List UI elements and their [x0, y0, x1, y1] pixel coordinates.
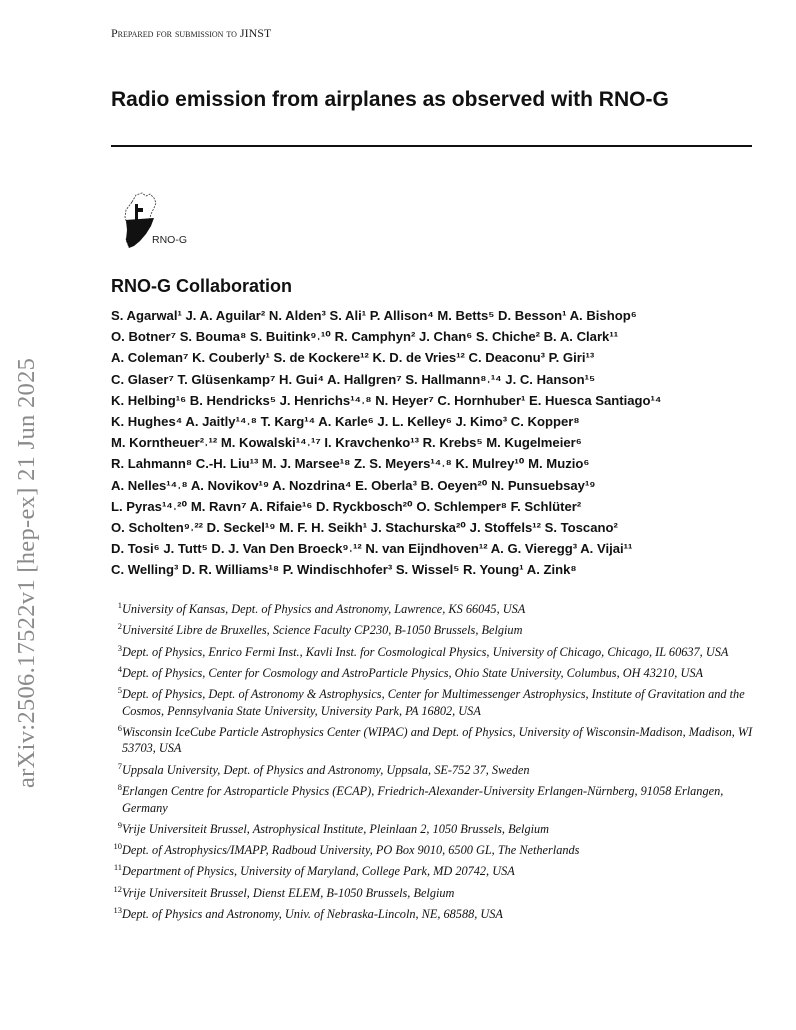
affiliation-text: Dept. of Physics, Enrico Fermi Inst., Kavli Inst. for Cosmological Physics, University of Chicago, Chicago, IL 60637, USA	[122, 644, 729, 659]
affiliation-item	[111, 842, 761, 859]
affiliation-number: 1	[117, 600, 122, 610]
affiliation-text: Uppsala University, Dept. of Physics and Astronomy, Uppsala, SE-752 37, Sweden	[122, 762, 530, 777]
author-line: K. Helbing¹⁶ B. Hendricks⁵ J. Henrichs¹⁴˒⁸ N. Heyer⁷ C. Hornhuber¹ E. Huesca Santiago¹⁴	[111, 392, 662, 408]
affiliation-number: 3	[117, 642, 122, 653]
affiliation-number: 9	[117, 819, 122, 830]
affiliation-item	[111, 686, 761, 719]
author-line: D. Tosi⁶ J. Tutt⁵ D. J. Van Den Broeck⁹˒¹² N. van Eijndhoven¹² A. G. Vieregg³ A. Vijai¹¹	[111, 541, 633, 557]
affiliation-item	[111, 622, 761, 639]
arxiv-identifier: arXiv:2506.17522v1 [hep-ex] 21 Jun 2025	[13, 357, 40, 788]
affiliation-number: 11	[113, 862, 122, 873]
affiliation-number: 10	[113, 841, 122, 852]
affiliation-text: Vrije Universiteit Brussel, Astrophysical Institute, Pleinlaan 2, 1050 Brussels, Belgium	[122, 821, 550, 836]
affiliation-item	[111, 762, 761, 779]
paper-title: Radio emission from airplanes as observed with RNO-G	[111, 88, 669, 111]
affiliation-item	[111, 821, 761, 838]
affiliation-text: Department of Physics, University of Maryland, College Park, MD 20742, USA	[122, 864, 515, 879]
affiliation-number: 8	[117, 782, 122, 793]
affiliation-number: 7	[117, 760, 122, 771]
affiliation-item	[111, 601, 761, 618]
affiliation-item	[111, 885, 761, 902]
author-line: L. Pyras¹⁴˒²⁰ M. Ravn⁷ A. Rifaie¹⁶ D. Ryckbosch²⁰ O. Schlemper⁸ F. Schlüter²	[111, 498, 582, 514]
logo-label: RNO-G	[152, 234, 187, 246]
title-divider	[111, 145, 752, 147]
author-line: C. Welling³ D. R. Williams¹⁸ P. Windischhofer³ S. Wissel⁵ R. Young¹ A. Zink⁸	[111, 562, 577, 578]
affiliation-text: Université Libre de Bruxelles, Science Faculty CP230, B-1050 Brussels, Belgium	[122, 623, 523, 638]
affiliation-number: 6	[117, 722, 122, 733]
affiliation-item	[111, 906, 761, 923]
author-line: R. Lahmann⁸ C.-H. Liu¹³ M. J. Marsee¹⁸ Z. S. Meyers¹⁴˒⁸ K. Mulrey¹⁰ M. Muzio⁶	[111, 456, 590, 472]
affiliation-item	[111, 665, 761, 682]
affiliation-text: Vrije Universiteit Brussel, Dienst ELEM, B-1050 Brussels, Belgium	[122, 885, 455, 900]
author-line: O. Botner⁷ S. Bouma⁸ S. Buitink⁹˒¹⁰ R. Camphyn² J. Chan⁶ S. Chiche² B. A. Clark¹¹	[111, 329, 619, 345]
affiliation-number: 5	[117, 685, 122, 696]
author-line: O. Scholten⁹˒²² D. Seckel¹⁹ M. F. H. Seikh¹ J. Stachurska²⁰ J. Stoffels¹² S. Toscano²	[111, 519, 618, 535]
affiliation-text: University of Kansas, Dept. of Physics and Astronomy, Lawrence, KS 66045, USA	[122, 602, 526, 616]
affiliation-number: 12	[113, 883, 122, 894]
affiliation-text: Erlangen Centre for Astroparticle Physics (ECAP), Friedrich-Alexander-University Erlangen-Nürnberg, 91058 Erlangen, Germany	[122, 784, 724, 815]
author-line: A. Nelles¹⁴˒⁸ A. Novikov¹⁹ A. Nozdrina⁴ E. Oberla³ B. Oeyen²⁰ N. Punsuebsay¹⁹	[111, 477, 596, 493]
author-list	[111, 305, 771, 580]
affiliation-list	[111, 601, 761, 927]
author-line: A. Coleman⁷ K. Couberly¹ S. de Kockere¹² K. D. de Vries¹² C. Deaconu³ P. Giri¹³	[111, 350, 595, 366]
affiliation-text: Dept. of Astrophysics/IMAPP, Radboud University, PO Box 9010, 6500 GL, The Netherlands	[122, 843, 580, 858]
author-line: K. Hughes⁴ A. Jaitly¹⁴˒⁸ T. Karg¹⁴ A. Karle⁶ J. L. Kelley⁶ J. Kimo³ C. Kopper⁸	[111, 413, 580, 429]
affiliation-text: Dept. of Physics and Astronomy, Univ. of Nebraska-Lincoln, NE, 68588, USA	[122, 907, 503, 922]
affiliation-item	[111, 724, 761, 757]
affiliation-number: 2	[117, 621, 122, 632]
affiliation-item	[111, 863, 761, 880]
author-line: S. Agarwal¹ J. A. Aguilar² N. Alden³ S. Ali¹ P. Allison⁴ M. Betts⁵ D. Besson¹ A. Bishop⁶	[111, 308, 637, 323]
journal-note: Prepared for submission to JINST	[111, 26, 272, 40]
affiliation-text: Wisconsin IceCube Particle Astrophysics Center (WIPAC) and Dept. of Physics, University of Wisconsin-Madison, Madison, WI 53703, USA	[122, 724, 753, 756]
affiliation-item	[111, 644, 761, 661]
affiliation-text: Dept. of Physics, Center for Cosmology and AstroParticle Physics, Ohio State University, Columbus, OH 43210, USA	[122, 665, 703, 680]
collaboration-heading: RNO-G Collaboration	[111, 276, 292, 296]
author-line: M. Korntheuer²˒¹² M. Kowalski¹⁴˒¹⁷ I. Kravchenko¹³ R. Krebs⁵ M. Kugelmeier⁶	[111, 435, 582, 451]
affiliation-text: Dept. of Physics, Dept. of Astronomy & Astrophysics, Center for Multimessenger Astrophysics, Institute of Gravitation and the Cosmos, Pennsylvania State University, University Park, PA 16802, USA	[122, 687, 745, 718]
affiliation-number: 13	[113, 905, 122, 916]
author-line: C. Glaser⁷ T. Glüsenkamp⁷ H. Gui⁴ A. Hallgren⁷ S. Hallmann⁸˒¹⁴ J. C. Hanson¹⁵	[111, 371, 596, 387]
affiliation-item	[111, 783, 761, 816]
affiliation-number: 4	[117, 663, 122, 674]
